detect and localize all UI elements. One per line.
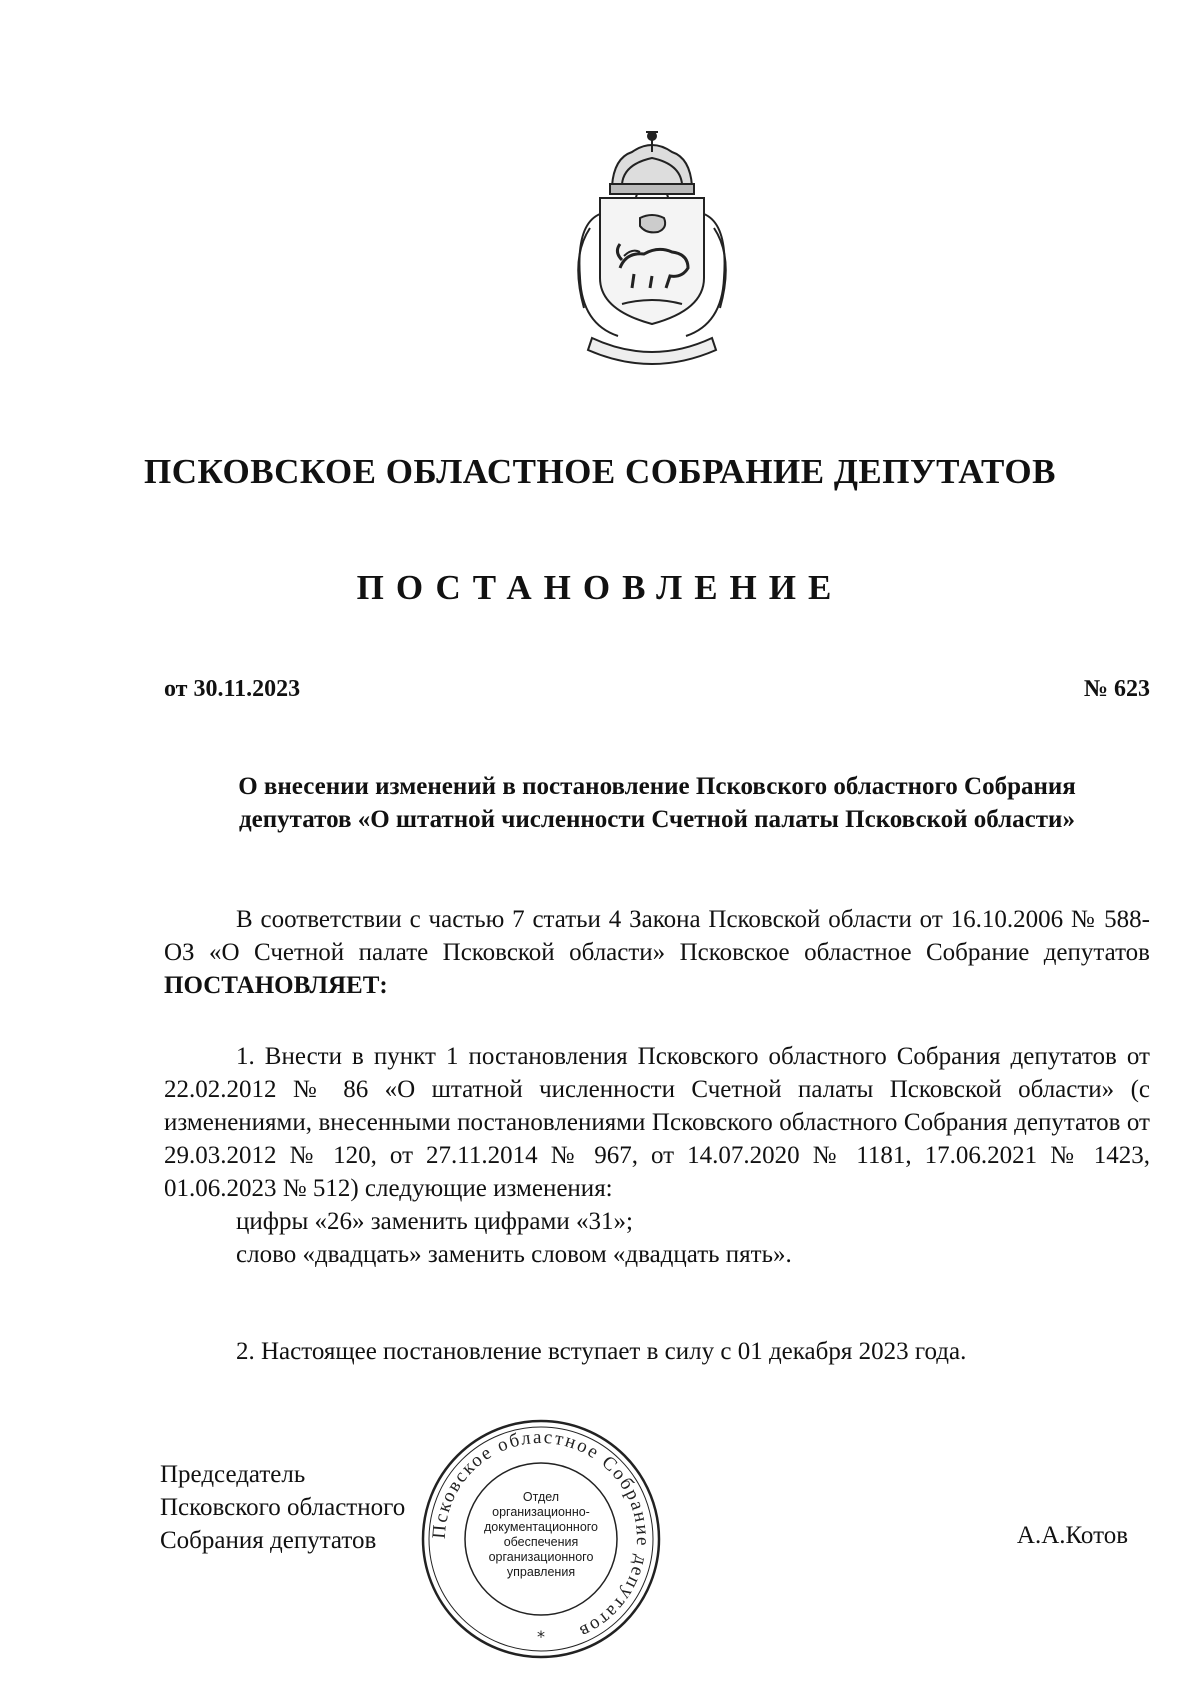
signatory-title-line: Собрания депутатов [160, 1527, 377, 1554]
coat-of-arms-emblem [562, 128, 742, 376]
preamble-paragraph [164, 903, 1150, 1002]
stamp-inner-line: управления [506, 1565, 576, 1579]
stamp-inner-line: документационного [483, 1520, 599, 1534]
stamp-inner-line: Отдел [522, 1490, 560, 1504]
item-1-change-a: цифры «26» заменить цифрами «31»; [236, 1208, 633, 1235]
preamble-decree-word: ПОСТАНОВЛЯЕТ: [164, 972, 388, 999]
item-1-change-b: слово «двадцать» заменить словом «двадцать пять». [236, 1241, 792, 1268]
svg-text:*: * [537, 1627, 545, 1646]
signatory-title [160, 1458, 405, 1557]
stamp-inner-line: организационно- [492, 1505, 590, 1519]
subject-line: О внесении изменений в постановление Псковского областного Собрания [238, 773, 1076, 800]
item-1-text: 1. Внести в пункт 1 постановления Псковского областного Собрания депутатов от 22.02.2012 № 86 «О штатной численности Счетной палаты Псковской области» (с изменениями, внесенными постановлениями Псковского областного Собрания депутатов от 29.03.2012 № 120, от 27.11.2014 № 967, от 14.07.2020 № 1181, 17.06.2021 № 1423, 01.06.2023 № 512) следующие изменения: [164, 1043, 1150, 1202]
stamp-inner-line: организационного [488, 1550, 594, 1564]
document-date: от 30.11.2023 [164, 676, 301, 702]
document-number: № 623 [1083, 676, 1150, 702]
signatory-title-line: Председатель [160, 1461, 306, 1488]
preamble-text [164, 903, 1150, 1002]
document-subject [164, 770, 1150, 836]
stamp-inner-line: обеспечения [503, 1535, 579, 1549]
subject-line: депутатов «О штатной численности Счетной палаты Псковской области» [239, 806, 1075, 833]
item-1-paragraph [164, 1040, 1150, 1271]
document-type-title: ПОСТАНОВЛЕНИЕ [356, 568, 844, 607]
preamble-regular: В соответствии с частью 7 статьи 4 Закона Псковской области от 16.10.2006 № 588-ОЗ «О Счетной палате Псковской области» Псковское областное Собрание депутатов [164, 906, 1150, 966]
stamp-inner-text [463, 1490, 619, 1580]
date-number-row [164, 676, 1150, 703]
item-2-paragraph [164, 1335, 1150, 1368]
item-2-text: 2. Настоящее постановление вступает в силу с 01 декабря 2023 года. [236, 1338, 967, 1365]
stamp-ring-text: Псковское областное Собрание депутатов [428, 1426, 654, 1643]
organization-title: ПСКОВСКОЕ ОБЛАСТНОЕ СОБРАНИЕ ДЕПУТАТОВ [144, 452, 1056, 491]
signatory-title-line: Псковского областного [160, 1494, 406, 1521]
signatory-name: А.А.Котов [1016, 1522, 1128, 1549]
